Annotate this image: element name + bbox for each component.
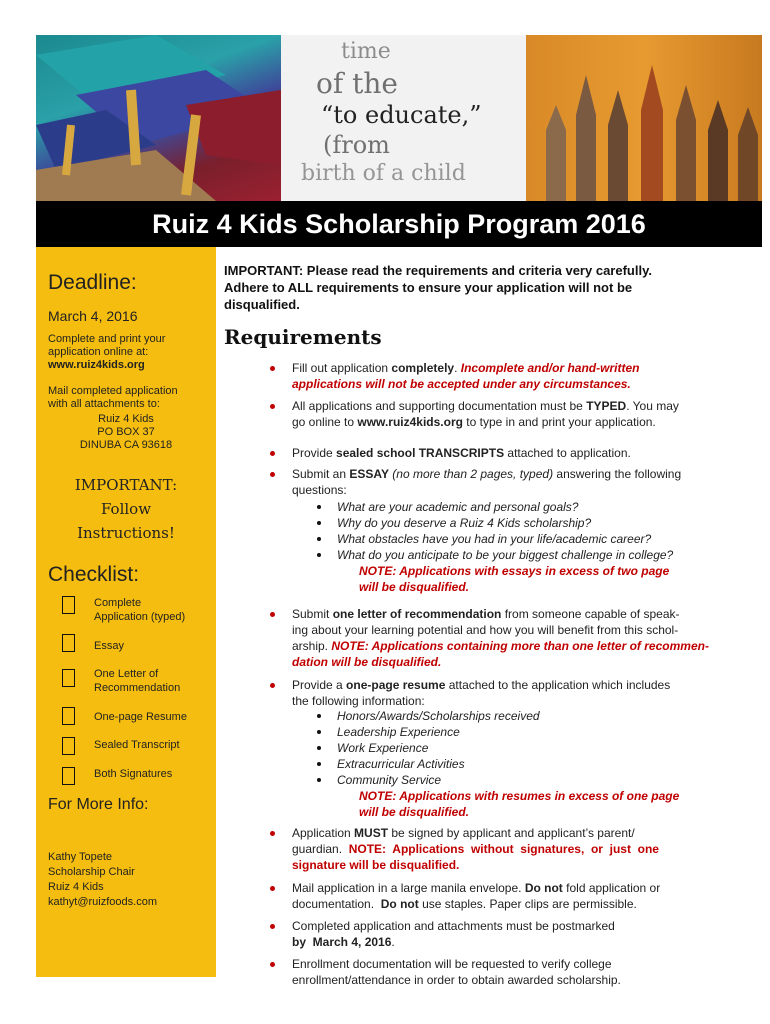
quote-line: birth of a child <box>301 161 466 186</box>
note-line: NOTE: Applications with resumes in excess of one page <box>359 789 680 803</box>
req-warning: NOTE: Applications containing more than one letter of recommen- <box>331 639 709 653</box>
deadline-date: March 4, 2016 <box>48 308 138 324</box>
req-bold: one-page resume <box>346 678 446 692</box>
sub-bullet-icon <box>317 746 321 750</box>
essay-question: Why do you deserve a Ruiz 4 Kids scholarship? <box>337 516 592 530</box>
checklist-checkbox[interactable] <box>62 767 75 785</box>
notice-line: IMPORTANT: Please read the requirements and criteria very carefully. <box>224 263 652 278</box>
complete-instructions <box>48 333 165 372</box>
bullet-icon <box>270 962 275 967</box>
graduation-caps-image <box>36 35 281 201</box>
checklist-item <box>94 596 185 624</box>
req-text: guardian. <box>292 842 349 856</box>
req-warning: Incomplete and/or hand-written <box>460 361 640 375</box>
mail-line: with all attachments to: <box>48 398 160 410</box>
checklist-item: One-page Resume <box>94 711 187 723</box>
req-text: attached to application. <box>504 446 631 460</box>
essay-question: What obstacles have you had in your life/academic career? <box>337 532 652 546</box>
sub-bullet-icon <box>317 537 321 541</box>
quote-line: (from <box>323 131 390 159</box>
req-warning: signature will be disqualified. <box>292 858 460 872</box>
req-text: questions: <box>292 483 347 497</box>
req-text: attached to the application which includes <box>445 678 671 692</box>
header-banner <box>36 35 762 201</box>
sub-bullet-icon <box>317 762 321 766</box>
req-text: ing about your learning potential and how you will benefit from this schol- <box>292 623 679 637</box>
req-warning: dation will be disqualified. <box>292 655 442 669</box>
essay-question: What do you anticipate to be your biggest challenge in college? <box>337 548 674 562</box>
req-text: fold application or <box>562 881 661 895</box>
bullet-icon <box>270 612 275 617</box>
req-text: be signed by applicant and applicant’s parent/ <box>388 826 635 840</box>
checklist-label: Application (typed) <box>94 611 186 623</box>
req-text: Submit <box>292 607 333 621</box>
req-text: All applications and supporting documentation must be <box>292 399 587 413</box>
website-link[interactable]: www.ruiz4kids.org <box>357 415 463 429</box>
req-text: go online to <box>292 415 358 429</box>
req-text: Mail application in a large manila envelope. <box>292 881 525 895</box>
notice-line: Adhere to ALL requirements to ensure your application will not be <box>224 280 633 295</box>
contact-line: Scholarship Chair <box>48 866 135 878</box>
dictionary-text-image <box>281 35 526 201</box>
page-title: Ruiz 4 Kids Scholarship Program 2016 <box>36 201 762 247</box>
req-text: Provide <box>292 446 337 460</box>
resume-item: Extracurricular Activities <box>337 757 465 771</box>
requirement-6 <box>292 677 752 709</box>
req-bold: one letter of recommendation <box>332 607 502 621</box>
req-bold: Do not <box>380 897 419 911</box>
mailing-address <box>36 413 216 452</box>
resume-note <box>359 788 679 820</box>
requirement-9 <box>292 918 752 950</box>
req-text: Fill out application <box>292 361 392 375</box>
address-line: PO BOX 37 <box>97 426 155 438</box>
req-text: enrollment/attendance in order to obtain awarded scholarship. <box>292 973 621 987</box>
complete-line: application online at: <box>48 346 149 358</box>
resume-item: Leadership Experience <box>337 725 460 739</box>
req-warning: NOTE: Applications without signatures, or just one <box>348 842 659 856</box>
address-line: DINUBA CA 93618 <box>79 439 173 451</box>
essay-question: What are your academic and personal goals? <box>337 500 579 514</box>
req-text: Completed application and attachments must be postmarked <box>292 919 615 933</box>
req-text: the following information: <box>292 694 425 708</box>
contact-line: Kathy Topete <box>48 851 113 863</box>
sub-bullet-icon <box>317 521 321 525</box>
important-line: Follow <box>100 500 152 518</box>
req-bold: Do not <box>524 881 563 895</box>
note-line: will be disqualified. <box>359 805 470 819</box>
requirements-heading: Requirements <box>224 325 382 349</box>
complete-line: Complete and print your <box>48 333 166 345</box>
req-bold: TYPED <box>586 399 627 413</box>
quote-line: “to educate,” <box>321 101 482 129</box>
important-follow-instructions <box>36 473 216 545</box>
requirement-4 <box>292 466 752 498</box>
bullet-icon <box>270 924 275 929</box>
checklist-label: One Letter of <box>94 668 159 680</box>
note-line: will be disqualified. <box>359 580 470 594</box>
requirement-3 <box>292 445 752 461</box>
bullet-icon <box>270 366 275 371</box>
sub-bullet-icon <box>317 505 321 509</box>
bullet-icon <box>270 451 275 456</box>
req-text: to type in and print your application. <box>462 415 656 429</box>
resume-item: Honors/Awards/Scholarships received <box>337 709 540 723</box>
important-line: IMPORTANT: <box>74 476 178 494</box>
bullet-icon <box>270 831 275 836</box>
req-warning: applications will not be accepted under any circumstances. <box>292 377 631 391</box>
important-notice <box>224 262 744 313</box>
req-bold: completely <box>391 361 455 375</box>
req-text: Submit an <box>292 467 350 481</box>
pencils-illustration <box>526 35 762 201</box>
pencils-image <box>526 35 762 201</box>
checklist-checkbox[interactable] <box>62 669 75 687</box>
bullet-icon <box>270 683 275 688</box>
main-content <box>224 262 744 349</box>
contact-info <box>48 850 157 910</box>
deadline-heading: Deadline: <box>48 271 137 294</box>
checklist-checkbox[interactable] <box>62 634 75 652</box>
checklist-item: Sealed Transcript <box>94 739 180 751</box>
req-text: from someone capable of speak- <box>501 607 680 621</box>
checklist-item <box>94 667 180 695</box>
sub-bullet-icon <box>317 553 321 557</box>
resume-item: Work Experience <box>337 741 429 755</box>
checklist-checkbox[interactable] <box>62 737 75 755</box>
requirement-10 <box>292 956 752 988</box>
checklist-item: Essay <box>94 640 124 652</box>
sub-bullet-icon <box>317 778 321 782</box>
req-text: . <box>391 935 395 949</box>
contact-line: Ruiz 4 Kids <box>48 881 104 893</box>
req-text: documentation. <box>292 897 381 911</box>
checklist-checkbox[interactable] <box>62 596 75 614</box>
sidebar <box>36 247 216 977</box>
bullet-icon <box>270 472 275 477</box>
mail-line: Mail completed application <box>48 385 178 397</box>
checklist-label: Recommendation <box>94 682 181 694</box>
sub-bullet-icon <box>317 714 321 718</box>
checklist-heading: Checklist: <box>48 563 140 586</box>
req-bold: ESSAY <box>349 467 389 481</box>
checklist-checkbox[interactable] <box>62 707 75 725</box>
req-text: . <box>454 361 461 375</box>
sub-bullet-icon <box>317 730 321 734</box>
quote-line: time <box>341 39 391 64</box>
important-line: Instructions! <box>77 524 175 542</box>
checklist-item: Both Signatures <box>94 768 173 780</box>
req-bold: sealed school TRANSCRIPTS <box>336 446 505 460</box>
notice-line: disqualified. <box>224 297 300 312</box>
more-info-heading: For More Info: <box>48 796 149 813</box>
checklist-label: Complete <box>94 597 142 609</box>
bullet-icon <box>270 404 275 409</box>
requirement-8 <box>292 880 752 912</box>
req-text: . You may <box>626 399 679 413</box>
req-italic: (no more than 2 pages, typed) <box>388 467 554 481</box>
req-text: arship. <box>292 639 332 653</box>
req-text: Enrollment documentation will be requested to verify college <box>292 957 612 971</box>
quote-line: of the <box>316 67 398 100</box>
req-bold: by March 4, 2016 <box>292 935 392 949</box>
bullet-icon <box>270 886 275 891</box>
address-line: Ruiz 4 Kids <box>98 413 154 425</box>
mail-instructions <box>48 385 178 411</box>
req-text: answering the following <box>553 467 682 481</box>
req-bold: MUST <box>354 826 389 840</box>
requirement-1 <box>292 360 752 392</box>
requirement-5 <box>292 606 752 670</box>
req-text: use staples. Paper clips are permissible. <box>418 897 637 911</box>
req-text: Provide a <box>292 678 347 692</box>
graduation-caps-illustration <box>36 35 281 201</box>
essay-note <box>359 563 669 595</box>
contact-email[interactable]: kathyt@ruizfoods.com <box>48 896 157 908</box>
req-text: Application <box>292 826 355 840</box>
resume-item: Community Service <box>337 773 442 787</box>
requirement-7 <box>292 825 752 873</box>
requirement-2 <box>292 398 752 430</box>
note-line: NOTE: Applications with essays in excess of two page <box>359 564 670 578</box>
website-link[interactable]: www.ruiz4kids.org <box>48 359 145 371</box>
